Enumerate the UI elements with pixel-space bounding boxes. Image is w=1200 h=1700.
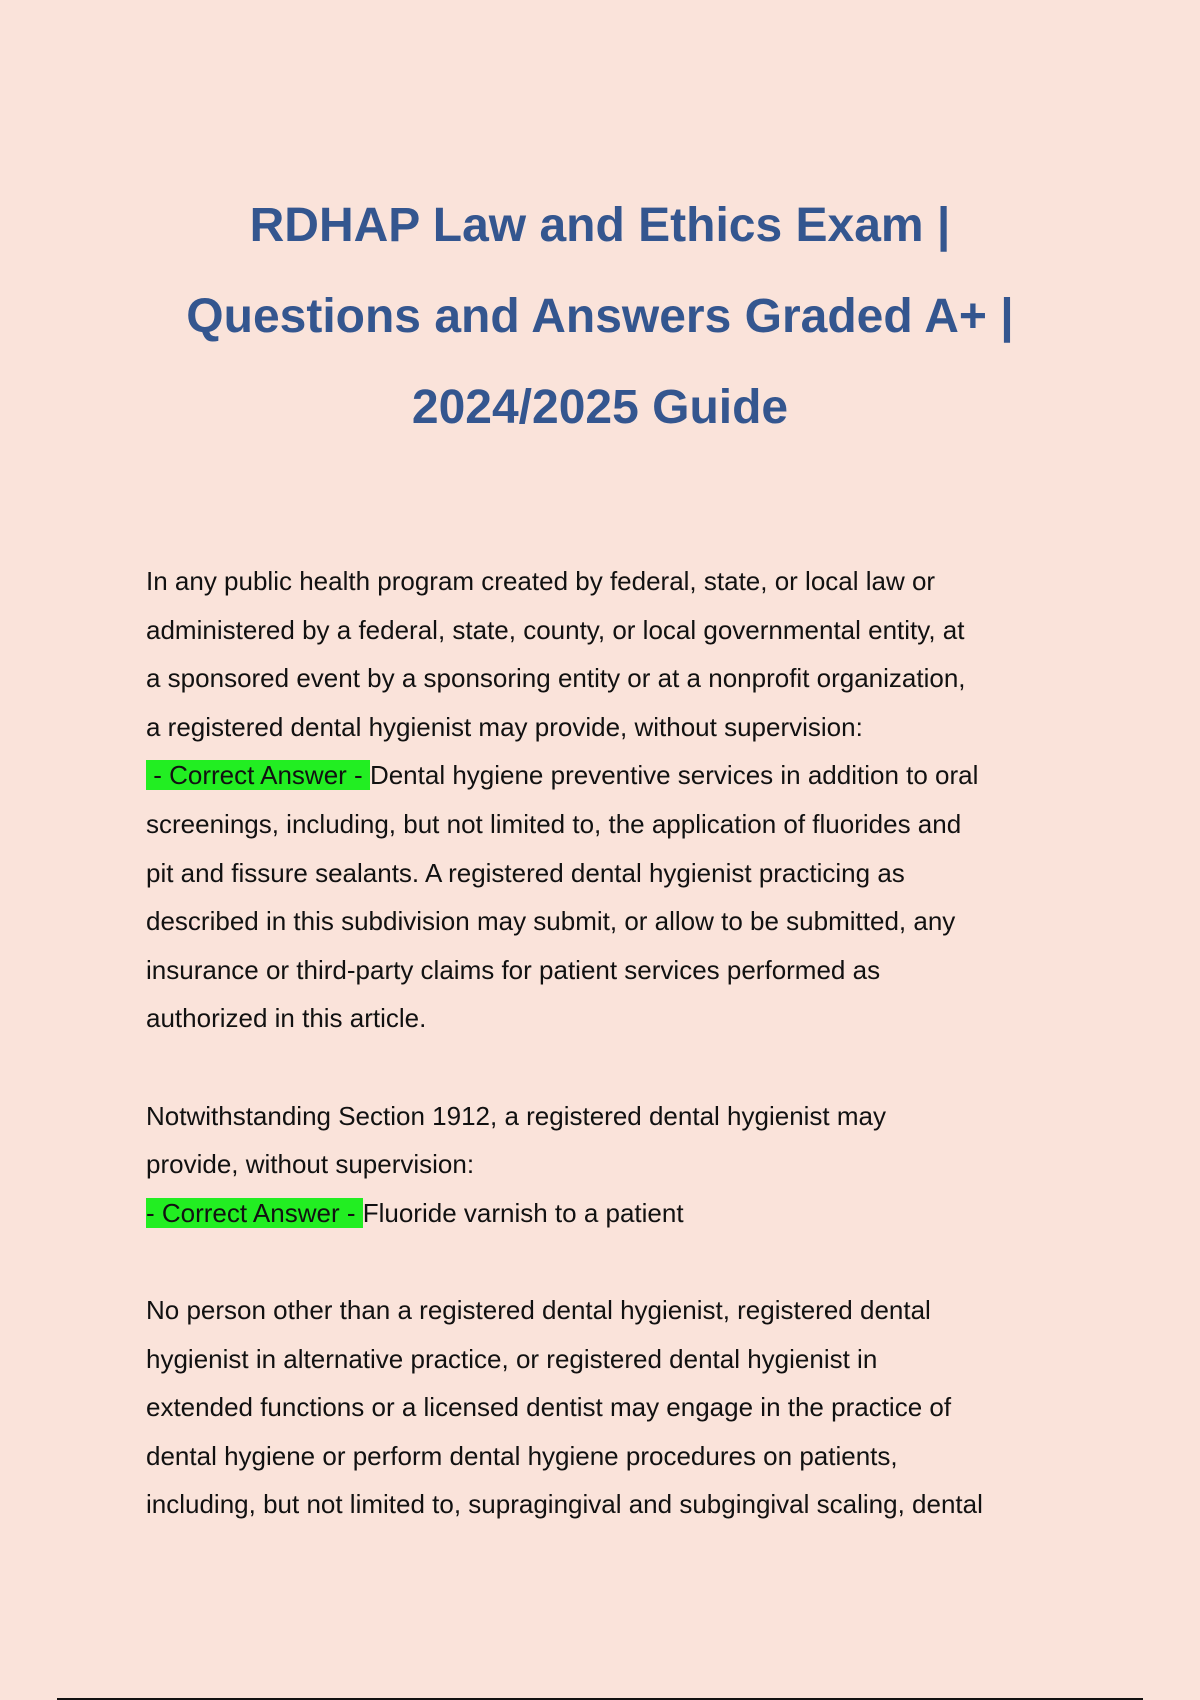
qa-item-2: [146, 1092, 1066, 1238]
correct-answer-label: - Correct Answer -: [146, 1197, 363, 1228]
question-line: extended functions or a licensed dentist may engage in the practice of: [146, 1392, 952, 1423]
answer-line: pit and fissure sealants. A registered dental hygienist practicing as: [146, 857, 905, 888]
answer-line: authorized in this article.: [146, 1003, 427, 1034]
document-body: [146, 557, 1066, 1577]
question-line: a sponsored event by a sponsoring entity or at a nonprofit organization,: [146, 663, 966, 694]
question-line: No person other than a registered dental hygienist, registered dental: [146, 1294, 931, 1325]
question-line: including, but not limited to, supragingival and subgingival scaling, dental: [146, 1489, 983, 1520]
question-line: In any public health program created by federal, state, or local law or: [146, 566, 936, 596]
question-line: administered by a federal, state, county, or local governmental entity, at: [146, 614, 965, 645]
document-title: [110, 180, 1090, 453]
answer-text: Fluoride varnish to a patient: [362, 1197, 684, 1228]
question-line: Notwithstanding Section 1912, a registered dental hygienist may: [146, 1100, 886, 1131]
answer-line: screenings, including, but not limited to, the application of fluorides and: [146, 808, 962, 839]
question-line: dental hygiene or perform dental hygiene procedures on patients,: [146, 1440, 898, 1471]
answer-line: described in this subdivision may submit, or allow to be submitted, any: [146, 906, 956, 937]
title-line-3: 2024/2025 Guide: [411, 381, 789, 434]
title-line-2: Questions and Answers Graded A+ |: [186, 290, 1014, 343]
answer-line: [146, 1189, 1066, 1238]
question-line: provide, without supervision:: [146, 1149, 475, 1180]
question-line: a registered dental hygienist may provide, without supervision:: [146, 711, 863, 742]
title-line-1: RDHAP Law and Ethics Exam |: [249, 199, 951, 252]
answer-line: [146, 751, 1066, 800]
qa-item-3: [146, 1286, 1066, 1529]
question-line: hygienist in alternative practice, or registered dental hygienist in: [146, 1343, 878, 1374]
answer-text: Dental hygiene preventive services in addition to oral: [369, 760, 979, 791]
answer-line: insurance or third-party claims for patient services performed as: [146, 954, 881, 985]
qa-item-1: [146, 557, 1066, 1043]
correct-answer-label: - Correct Answer -: [146, 760, 370, 791]
